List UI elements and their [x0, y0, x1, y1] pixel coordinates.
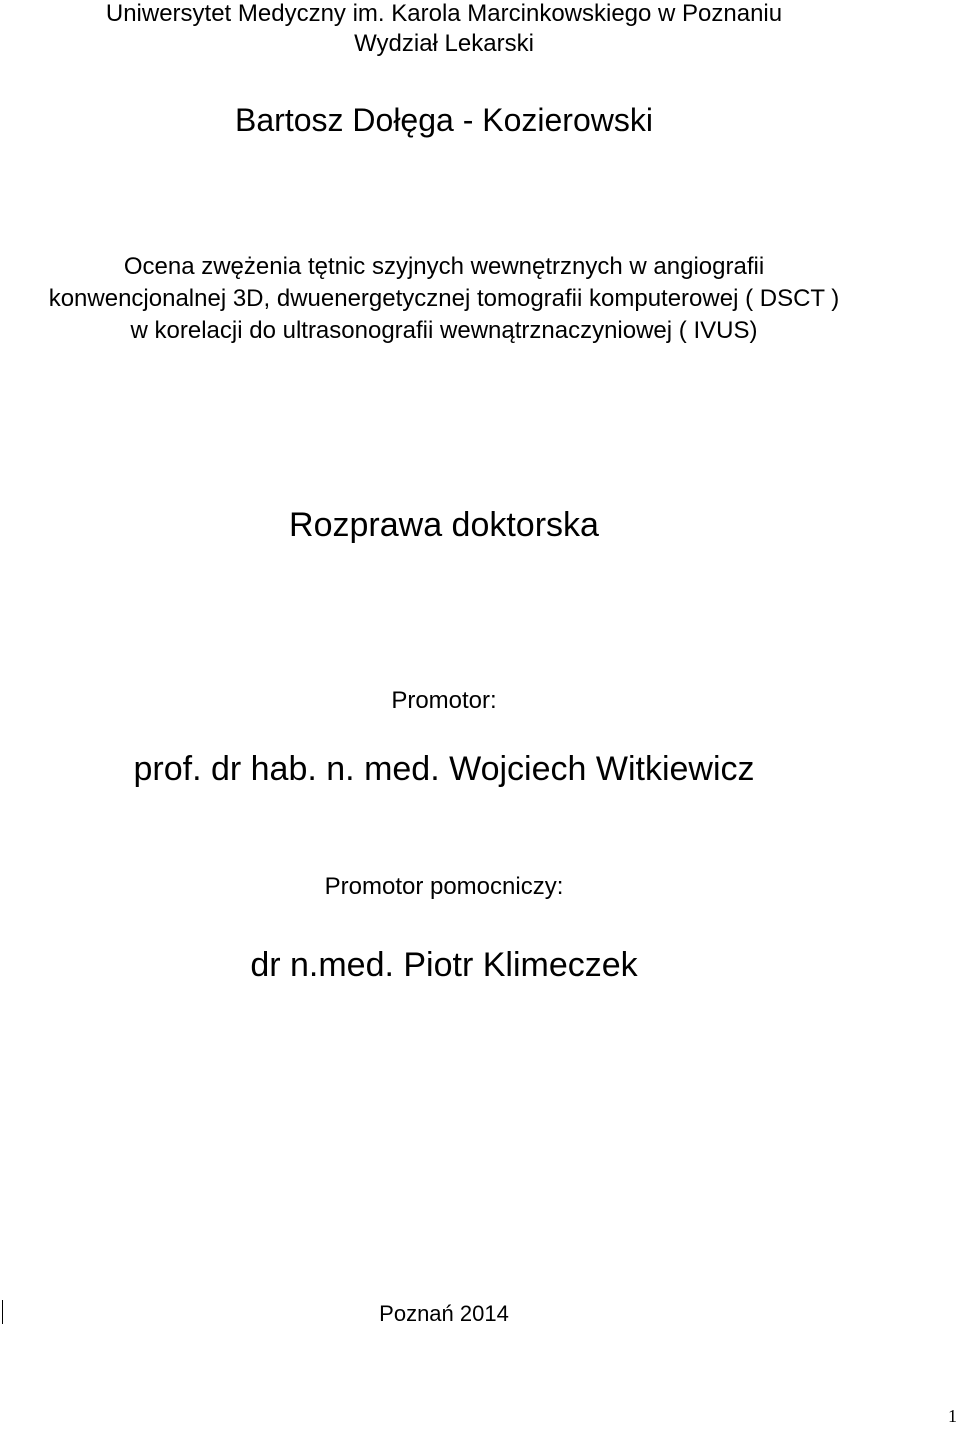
co-promoter-name: dr n.med. Piotr Klimeczek [250, 946, 638, 984]
page-number: 1 [948, 1406, 957, 1426]
promoter-label: Promotor: [391, 687, 497, 714]
faculty-name: Wydział Lekarski [354, 30, 534, 57]
thesis-type: Rozprawa doktorska [289, 506, 599, 544]
thesis-title-line-2: konwencjonalnej 3D, dwuenergetycznej tomografii komputerowej ( DSCT ) [48, 285, 840, 312]
thesis-title-line-3: w korelacji do ultrasonografii wewnątrznaczyniowej ( IVUS) [130, 317, 758, 344]
university-name: Uniwersytet Medyczny im. Karola Marcinkowskiego w Poznaniu [105, 0, 783, 27]
place-and-year: Poznań 2014 [379, 1301, 509, 1326]
thesis-title-line-1: Ocena zwężenia tętnic szyjnych wewnętrznych w angiografii [123, 253, 765, 280]
co-promoter-label: Promotor pomocniczy: [324, 873, 564, 900]
promoter-name: prof. dr hab. n. med. Wojciech Witkiewicz [133, 750, 755, 788]
author-name: Bartosz Dołęga - Kozierowski [235, 102, 653, 138]
